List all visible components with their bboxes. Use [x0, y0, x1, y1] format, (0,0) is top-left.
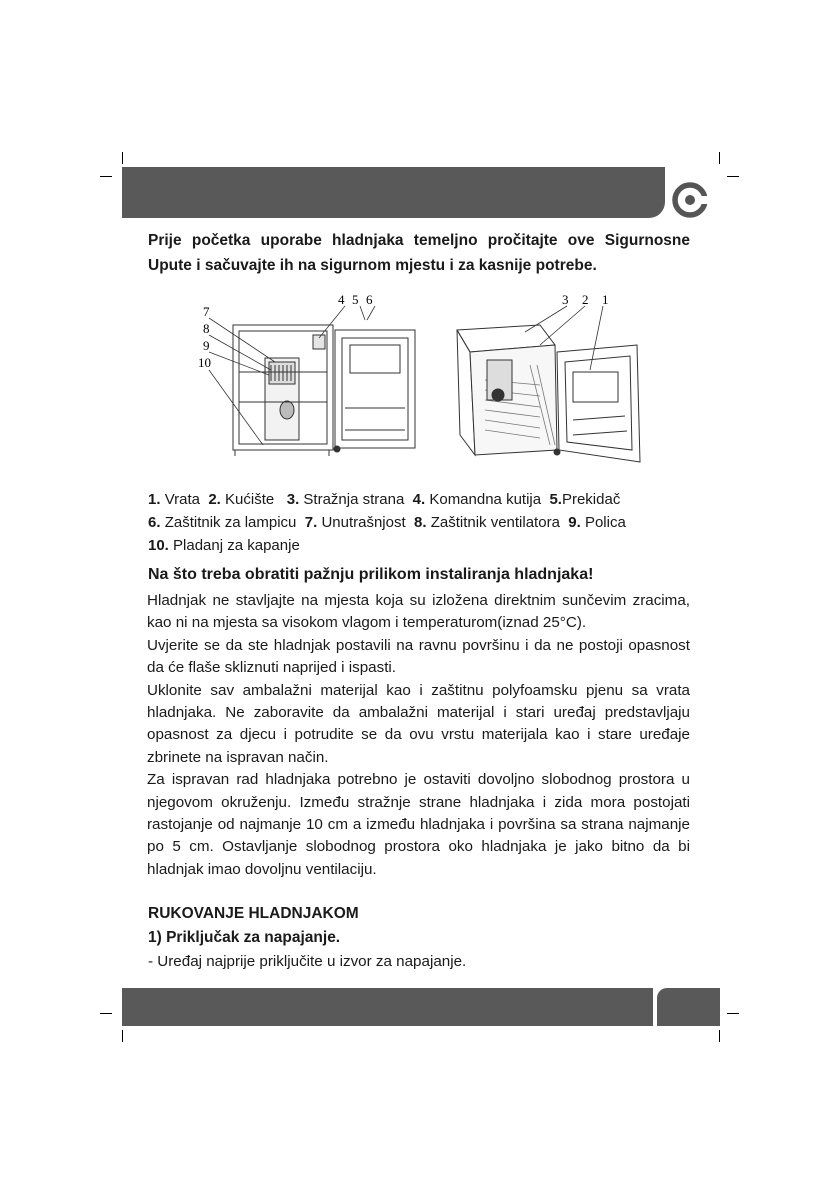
footer-page-tab	[657, 988, 720, 1026]
brand-logo-icon	[672, 182, 708, 218]
crop-mark	[122, 152, 123, 164]
fridge-front-view	[233, 325, 415, 456]
callout-8: 8	[203, 321, 210, 336]
paragraph: Hladnjak ne stavljajte na mjesta koja su izložena direktnim sunčevim zracima, kao ni na mjesta sa visokom vlagom i temperaturom(iznad 25°C).	[147, 592, 690, 632]
callout-2: 2	[582, 292, 589, 307]
fridge-perspective-view	[457, 325, 640, 462]
intro-text: Prije početka uporabe hladnjaka temeljno pročitajte ove Sigurnosne Upute i sačuvajte ih na sigurnom mjestu i za kasnije potrebe.	[148, 232, 690, 274]
header-bar	[122, 167, 665, 218]
installation-title: Na što treba obratiti pažnju prilikom instaliranja hladnjaka!	[148, 566, 594, 583]
callout-9: 9	[203, 338, 210, 353]
footer-bar	[122, 988, 653, 1026]
crop-mark	[727, 176, 739, 177]
parts-legend	[148, 488, 708, 557]
crop-mark	[719, 152, 720, 164]
legend-line-2: 6. Zaštitnik za lampicu 7. Unutrašnjost 8. Zaštitnik ventilatora 9. Polica	[148, 514, 626, 531]
callout-3: 3	[562, 292, 569, 307]
handling-title: RUKOVANJE HLADNJAKOM	[148, 905, 359, 922]
crop-mark	[719, 1030, 720, 1042]
crop-mark	[100, 176, 112, 177]
callout-4: 4	[338, 292, 345, 307]
crop-mark	[100, 1013, 112, 1014]
callout-6: 6	[366, 292, 373, 307]
paragraph: Za ispravan rad hladnjaka potrebno je ostaviti dovoljno slobodnog prostora u njegovom okruženju. Između stražnje strane hladnjaka i zida mora postojati rastojanje od najmanje 10 cm a između hladnjaka i površina sa strana najmanje po 5 cm. Ostavljanje slobodnog prostora oko hladnjaka je jako bitno da bi hladnjak imao dovoljnu ventilaciju.	[147, 771, 690, 878]
crop-mark	[122, 1030, 123, 1042]
installation-body	[147, 590, 690, 881]
callout-10: 10	[198, 355, 211, 370]
crop-mark	[727, 1013, 739, 1014]
paragraph: Uvjerite se da ste hladnjak postavili na ravnu površinu i da ne postoji opasnost da će flaše skliznuti naprijed i ispasti.	[147, 636, 690, 677]
paragraph: Uklonite sav ambalažni materijal kao i zaštitnu polyfoamsku pjenu sa vrata hladnjaka. Ne zaboravite da ambalažni materijal i stari uređaj predstavljaju opasnost za djecu i potrudite se da ovu vrstu materijala kao i stare uređaje zbrinete na ispravan način.	[147, 681, 690, 766]
callout-7: 7	[203, 304, 210, 319]
legend-line-3: 10. Pladanj za kapanje	[148, 537, 300, 554]
callout-5: 5	[352, 292, 359, 307]
handling-note: - Uređaj najprije priključite u izvor za napajanje.	[148, 953, 467, 970]
legend-line-1: 1. Vrata 2. Kućište 3. Stražnja strana 4. Komandna kutija 5.Prekidač	[148, 491, 621, 508]
fridge-diagram	[195, 290, 650, 470]
callout-1: 1	[602, 292, 609, 307]
handling-subtitle: 1) Priključak za napajanje.	[148, 929, 341, 946]
